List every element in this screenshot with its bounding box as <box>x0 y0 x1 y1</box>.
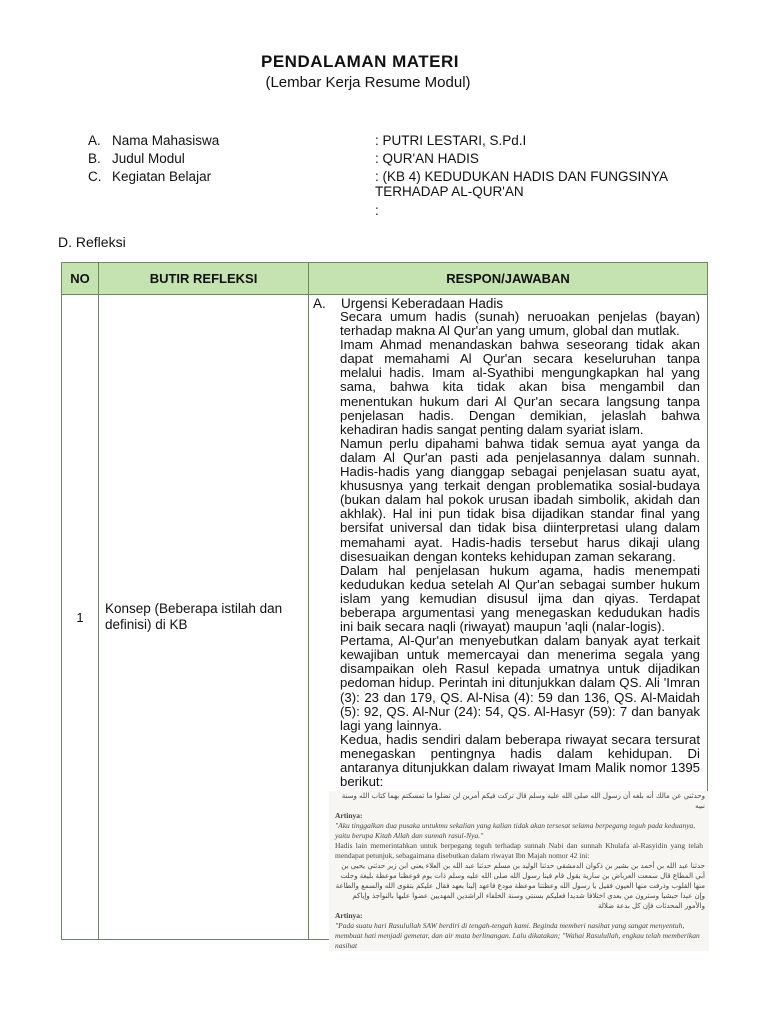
student-info <box>88 133 728 221</box>
info-letter: C. <box>88 169 102 184</box>
artinya-label: Artinya: <box>335 911 363 920</box>
header-butir: BUTIR REFLEKSI <box>99 263 309 295</box>
info-label: Judul Modul <box>112 151 185 166</box>
info-label: Kegiatan Belajar <box>112 169 212 184</box>
page-subtitle: (Lembar Kerja Resume Modul) <box>265 74 471 91</box>
section-refleksi: D. Refleksi <box>58 234 126 250</box>
info-value: : (KB 4) KEDUDUKAN HADIS DAN FUNGSINYA TERHADAP AL-QUR'AN <box>375 169 668 199</box>
scan-paragraph: Hadis lain memerintahkan untuk berpegang teguh terhadap sunnah Nabi dan sunnah Khulafa al-Rasyidin yang telah mendapat petunjuk, sebagaimana disebutkan dalam riwayat Ibn Majah nomor 42 ini: <box>335 841 703 860</box>
header-respon: RESPON/JAWABAN <box>309 263 708 295</box>
hadith-translation: "Aku tinggalkan dua pusaka untukmu sekalian yang kalian tidak akan tersesat selama berpegang teguh pada keduanya, yaitu berupa Kitab Allah dan sunnah rasul-Nya." <box>335 821 696 840</box>
info-row-name <box>88 133 728 151</box>
row-response <box>309 295 708 950</box>
response-paragraph: Secara umum hadis (sunah) neruoakan penjelas (bayan) terhadap makna Al Qur'an yang umum, global dan mutlak. <box>340 309 700 339</box>
info-extra-colon: : <box>375 203 379 218</box>
hadith-translation: "Pada suatu hari Rasulullah SAW berdiri di tengah-tengah kami. Beginda memberi nasihat yang sangat menyentuh, membuat hati menjadi gemetar, dan air mata berlinangan. Lalu dikatakan; "Wahai Rasulullah, engkau telah memberikan nasihat <box>335 921 700 950</box>
info-label: Nama Mahasiswa <box>112 133 220 148</box>
table-header-row <box>62 263 708 295</box>
table-row <box>62 295 708 940</box>
response-section-heading <box>313 296 504 311</box>
info-value: : PUTRI LESTARI, S.Pd.I <box>375 133 527 148</box>
section-letter: A. <box>313 296 326 311</box>
arabic-hadith: حدثنا عبد الله بن أحمد بن بشير بن ذكوان الدمشقي حدثنا الوليد بن مسلم حدثنا عبد الله بن العلاء يعني ابن زبر حدثني يحيى بن أبي المطاع قال سمعت العرباض بن سارية يقول قام فينا رسول الله صلى الله عليه وسلم ذات يوم فوعظنا موعظة بليغة وجلت منها القلوب وذرفت منها العيون فقيل يا رسول الله وعظتنا موعظة مودع فاعهد إلينا بعهد فقال عليكم بتقوى الله والسمع والطاعة وإن عبدا حبشيا وسترون من بعدي اختلافا شديدا فعليكم بسنتي وسنة الخلفاء الراشدين المهديين عضوا عليها بالنواجذ وإياكم والأمور المحدثات فإن كل بدعة ضلالة <box>335 862 705 910</box>
response-paragraph: Kedua, hadis sendiri dalam beberapa riwayat secara tersurat menegaskan pentingnya hadis dalam kehidupan. Di antaranya ditunjukkan dalam riwayat Imam Malik nomor 1395 berikut: <box>340 731 700 790</box>
header-no: NO <box>62 263 99 295</box>
response-paragraph: Pertama, Al-Qur'an menyebutkan dalam banyak ayat terkait kewajiban untuk memercayai dan menerima segala yang disampaikan oleh Rasul kepada umatnya untuk dijadikan pedoman hidup. Perintah ini ditunjukkan dalam QS. Ali 'Imran (3): 23 dan 179, QS. Al-Nisa (4): 59 dan 136, QS. Al-Maidah (5): 92, QS. Al-Nur (24): 54, QS. Al-Hasyr (59): 7 dan banyak lagi yang lainnya. <box>340 633 700 733</box>
response-paragraph: Imam Ahmad menandaskan bahwa seseorang tidak akan dapat memahami Al Qur'an secara keseluruhan tanpa melalui hadis. Imam al-Syathibi mengungkapkan hal yang sama, bahwa kita tidak akan bisa mengambil dan menentukan hukum dari Al Qur'an secara langsung tanpa penjelasan hadis. Dengan demikian, jelaslah bahwa kehadiran hadis sangat penting dalam syariat islam. <box>340 337 700 437</box>
info-letter: B. <box>88 151 101 166</box>
response-paragraph: Dalam hal penjelasan hukum agama, hadis menempati kedudukan kedua setelah Al Qur'an sebagai sumber hukum islam yang kemudian disusul ijma dan qiyas. Terdapat beberapa argumentasi yang menegaskan kedudukan hadis ini baik secara naqli (riwayat) maupun 'aqli (nalar-logis). <box>340 562 700 635</box>
info-letter: A. <box>88 133 101 148</box>
artinya-label: Artinya: <box>335 811 363 820</box>
section-title: Urgensi Keberadaan Hadis <box>341 296 504 311</box>
info-row-module <box>88 151 728 169</box>
row-butir: Konsep (Beberapa istilah dan definisi) di KB <box>99 295 309 940</box>
info-row-activity <box>88 169 728 203</box>
row-number: 1 <box>62 295 99 940</box>
page-title: PENDALAMAN MATERI <box>260 52 459 71</box>
response-paragraph: Namun perlu dipahami bahwa tidak semua ayat yanga da dalam Al Qur'an pasti ada penjelasannya dalam sunnah. Hadis-hadis yang dianggap sebagai penjelasan suatu ayat, khususnya yang terkait dengan problematika sosial-budaya (bukan dalam hal pokok urusan ibadah simbolik, akidah dan akhlak). Hal ini pun tidak bisa dijadikan standar final yang bersifat universal dan tidak bisa diinterpretasi ulang dalam memahami ayat. Hadis-hadis tersebut harus dikaji ulang disesuaikan dengan konteks kehidupan zaman sekarang. <box>340 435 700 564</box>
reflection-table <box>61 262 708 950</box>
response-text <box>340 310 700 789</box>
info-row-extra <box>88 203 728 221</box>
arabic-hadith: وحدثني عن مالك أنه بلغه أن رسول الله صلى الله عليه وسلم قال تركت فيكم أمرين لن تضلوا ما تمسكتم بهما كتاب الله وسنة نبيه <box>341 792 705 810</box>
info-value: : QUR'AN HADIS <box>375 151 479 166</box>
scanned-excerpt-image <box>329 791 709 951</box>
